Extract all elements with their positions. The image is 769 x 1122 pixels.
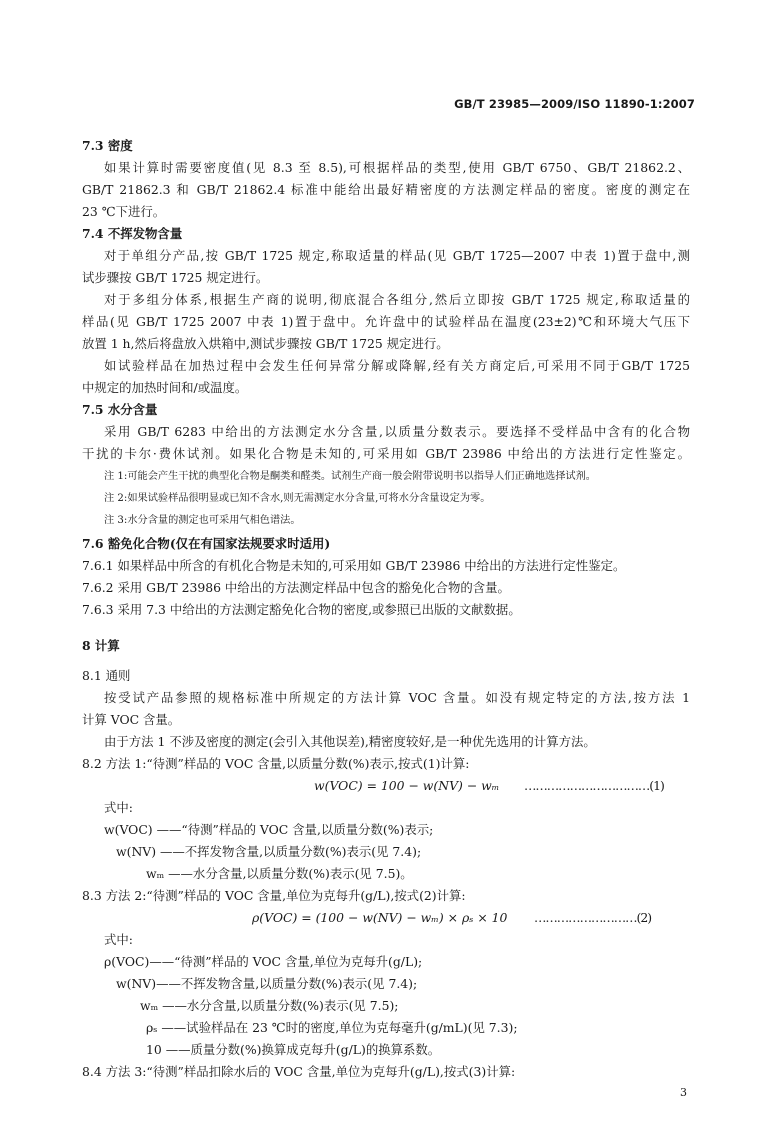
note-3: 注 3:水分含量的测定也可采用气相色谱法。 xyxy=(104,515,301,526)
paragraph-line: 如试验样品在加热过程中会发生任何异常分解或降解,经有关方商定后,可采用不同于GB/T 1725 xyxy=(104,358,690,373)
section-7-5-heading: 7.5 水分含量 xyxy=(82,402,158,417)
variable-definition: w(VOC) ——“待测”样品的 VOC 含量,以质量分数(%)表示; xyxy=(104,822,434,837)
section-7-3-heading: 7.3 密度 xyxy=(82,138,133,153)
paragraph-line: 放置 1 h,然后将盘放入烘箱中,测试步骤按 GB/T 1725 规定进行。 xyxy=(82,336,449,351)
variable-definition: w(NV) ——不挥发物含量,以质量分数(%)表示(见 7.4); xyxy=(116,844,422,859)
paragraph-line: 中规定的加热时间和/或温度。 xyxy=(82,380,248,395)
paragraph-line: 干扰的卡尔·费休试剂。如果化合物是未知的,可采用如 GB/T 23986 中给出的方法进行定性鉴定。 xyxy=(82,446,690,461)
equation-1: w(VOC) = 100 − w(NV) − wₘ xyxy=(314,778,500,793)
paragraph-line: 对于多组分体系,根据生产商的说明,彻底混合各组分,然后立即按 GB/T 1725 规定,称取适量的 xyxy=(104,292,690,307)
standard-header: GB/T 23985—2009/ISO 11890-1:2007 xyxy=(454,97,695,111)
section-8-1-heading: 8.1 通则 xyxy=(82,668,131,683)
section-8-3-heading: 8.3 方法 2:“待测”样品的 VOC 含量,单位为克每升(g/L),按式(2)计算: xyxy=(82,888,466,903)
variable-definition: wₘ ——水分含量,以质量分数(%)表示(见 7.5)。 xyxy=(146,866,413,881)
paragraph-line: 23 ℃下进行。 xyxy=(82,204,166,219)
paragraph-line: 对于单组分产品,按 GB/T 1725 规定,称取适量的样品(见 GB/T 1725—2007 中表 1)置于盘中,测 xyxy=(104,248,690,263)
section-7-4-heading: 7.4 不挥发物含量 xyxy=(82,226,183,241)
paragraph-line: 试步骤按 GB/T 1725 规定进行。 xyxy=(82,270,269,285)
equation-1-number: ……………………………(1) xyxy=(524,778,664,793)
variable-definition: wₘ ——水分含量,以质量分数(%)表示(见 7.5); xyxy=(140,998,399,1013)
note-2: 注 2:如果试验样品很明显或已知不含水,则无需测定水分含量,可将水分含量设定为零。 xyxy=(104,493,491,504)
equation-2-number: ………………………(2) xyxy=(534,910,652,925)
variable-definition: ρ(VOC)——“待测”样品的 VOC 含量,单位为克每升(g/L); xyxy=(104,954,423,969)
paragraph-line: 样品(见 GB/T 1725 2007 中表 1)置于盘中。允许盘中的试验样品在温度(23±2)℃和环境大气压下 xyxy=(82,314,690,329)
paragraph-line: 按受试产品参照的规格标准中所规定的方法计算 VOC 含量。如没有规定特定的方法,按方法 1 xyxy=(104,690,690,705)
variable-definition: ρₛ ——试验样品在 23 ℃时的密度,单位为克每毫升(g/mL)(见 7.3); xyxy=(146,1020,518,1035)
paragraph-line: GB/T 21862.3 和 GB/T 21862.4 标准中能给出最好精密度的方法测定样品的密度。密度的测定在 xyxy=(82,182,690,197)
section-7-6-heading: 7.6 豁免化合物(仅在有国家法规要求时适用) xyxy=(82,536,331,551)
variable-definition: w(NV)——不挥发物含量,以质量分数(%)表示(见 7.4); xyxy=(116,976,418,991)
paragraph-line: 采用 GB/T 6283 中给出的方法测定水分含量,以质量分数表示。要选择不受样品中含有的化合物 xyxy=(104,424,690,439)
clause-7-6-3: 7.6.3 采用 7.3 中给出的方法测定豁免化合物的密度,或参照已出版的文献数据。 xyxy=(82,602,521,617)
page-number: 3 xyxy=(680,1086,687,1099)
note-1: 注 1:可能会产生干扰的典型化合物是酮类和醛类。试剂生产商一般会附带说明书以指导人们正确地选择试剂。 xyxy=(104,471,596,482)
where-label: 式中: xyxy=(104,800,133,815)
equation-2: ρ(VOC) = (100 − w(NV) − wₘ) × ρₛ × 10 xyxy=(252,910,508,925)
section-8-2-heading: 8.2 方法 1:“待测”样品的 VOC 含量,以质量分数(%)表示,按式(1)计算: xyxy=(82,756,470,771)
section-8-4-heading: 8.4 方法 3:“待测”样品扣除水后的 VOC 含量,单位为克每升(g/L),按式(3)计算: xyxy=(82,1064,516,1079)
clause-7-6-1: 7.6.1 如果样品中所含的有机化合物是未知的,可采用如 GB/T 23986 中给出的方法进行定性鉴定。 xyxy=(82,558,626,573)
paragraph-line: 如果计算时需要密度值(见 8.3 至 8.5),可根据样品的类型,使用 GB/T 6750、GB/T 21862.2、 xyxy=(104,160,690,175)
clause-7-6-2: 7.6.2 采用 GB/T 23986 中给出的方法测定样品中包含的豁免化合物的含量。 xyxy=(82,580,510,595)
section-8-heading: 8 计算 xyxy=(82,638,120,653)
variable-definition: 10 ——质量分数(%)换算成克每升(g/L)的换算系数。 xyxy=(146,1042,441,1057)
where-label: 式中: xyxy=(104,932,133,947)
paragraph-line: 由于方法 1 不涉及密度的测定(会引入其他误差),精密度较好,是一种优先选用的计算方法。 xyxy=(104,734,596,749)
paragraph-line: 计算 VOC 含量。 xyxy=(82,712,181,727)
